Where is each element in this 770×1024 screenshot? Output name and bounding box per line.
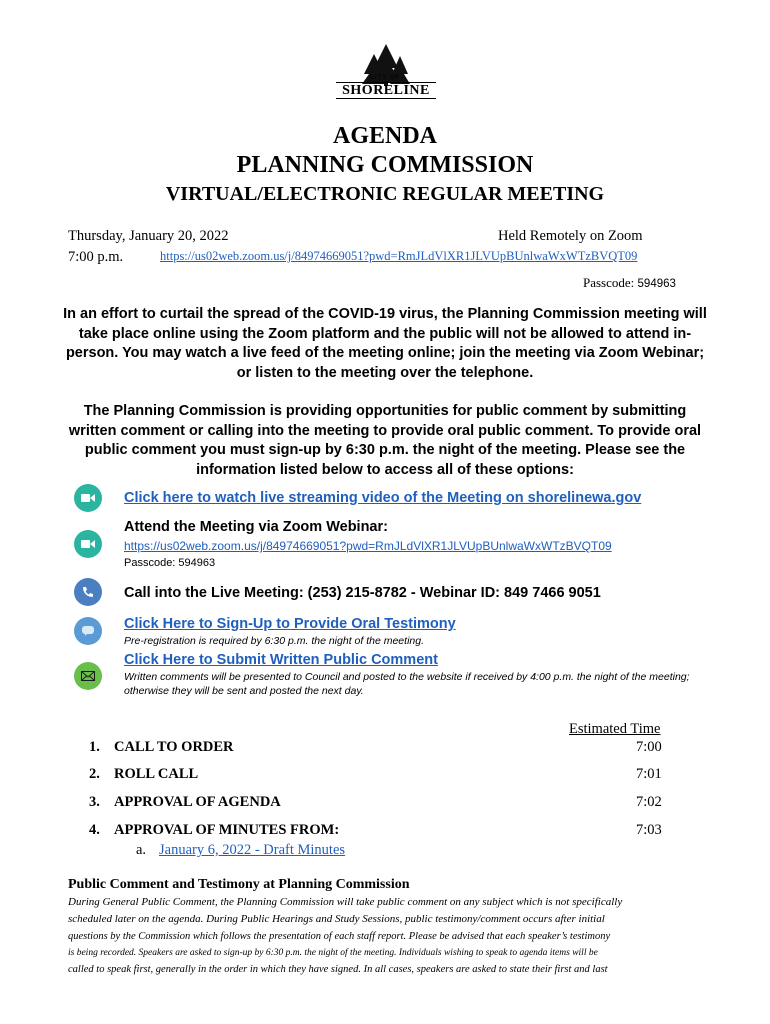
agenda-item-4-label: APPROVAL OF MINUTES FROM: [114, 822, 340, 838]
passcode [583, 275, 676, 291]
phone-info: Call into the Live Meeting: (253) 215-8782 - Webinar ID: 849 7466 9051 [124, 585, 601, 601]
intro-paragraph: In an effort to curtail the spread of the COVID-19 virus, the Planning Commission meeting will take place online using the Zoom platform and the public will not be allowed to attend in-person. You may watch a live feed of the meeting online; join the meeting via Zoom Webinar; or listen to the meeting over the telephone. [63, 306, 707, 381]
public-comment-line-3: questions by the Commission which follows the presentation of each staff report. Please be advised that each speaker’s testimony [68, 931, 611, 942]
chat-icon[interactable] [74, 617, 102, 645]
logo-city-of: CITY OF [369, 75, 401, 81]
passcode-label: Passcode: [583, 275, 635, 290]
public-comment-line-5: called to speak first, generally in the order in which they have signed. In all cases, speakers are asked to state their first and last [68, 964, 608, 975]
public-comment-line-4: is being recorded. Speakers are asked to sign-up by 6:30 p.m. the night of the meeting. Individuals wishing to speak to agenda items will be [68, 948, 598, 958]
meeting-time: 7:00 p.m. [68, 249, 124, 265]
zoom-webinar-link[interactable]: https://us02web.zoom.us/j/84974669051?pwd=RmJLdVlXR1JLVUpBUnlwaWxWTzBVQT09 [124, 539, 612, 553]
meeting-date: Thursday, January 20, 2022 [68, 228, 229, 244]
agenda-item-3-num: 3. [89, 794, 100, 810]
agenda-item-4-num: 4. [89, 822, 100, 838]
agenda-item-1-label: CALL TO ORDER [114, 739, 234, 755]
meeting-location: Held Remotely on Zoom [498, 228, 643, 244]
passcode-value: 594963 [637, 278, 676, 290]
agenda-item-4-time: 7:03 [636, 822, 662, 838]
public-comment-heading: Public Comment and Testimony at Planning Commission [68, 877, 410, 892]
meeting-type: VIRTUAL/ELECTRONIC REGULAR MEETING [165, 183, 605, 205]
phone-icon[interactable] [74, 578, 102, 606]
agenda-item-1-time: 7:00 [636, 739, 662, 755]
logo-name: SHORELINE [336, 82, 436, 99]
estimated-time-header: Estimated Time [569, 721, 661, 737]
agenda-item-2-time: 7:01 [636, 766, 662, 782]
video-icon[interactable] [74, 530, 102, 558]
comment-paragraph: The Planning Commission is providing opportunities for public comment by submitting written comment or calling into the meeting to provide oral public comment. To provide oral public comment you must sign-up by 6:30 p.m. the night of the meeting. Please see the information listed below to access all of these options: [68, 403, 702, 478]
written-comment-link[interactable]: Click Here to Submit Written Public Comment [124, 652, 438, 668]
agenda-item-2-label: ROLL CALL [114, 766, 199, 782]
signup-note: Pre-registration is required by 6:30 p.m. the night of the meeting. [124, 635, 424, 647]
written-note: Written comments will be presented to Council and posted to the website if received by 4:00 p.m. the night of the meeting; otherwise they will be sent and posted the next day. [124, 671, 690, 697]
agenda-item-1-num: 1. [89, 739, 100, 755]
agenda-item-2-num: 2. [89, 766, 100, 782]
stream-link[interactable]: Click here to watch live streaming video of the Meeting on shorelinewa.gov [124, 490, 642, 506]
zoom-link[interactable]: https://us02web.zoom.us/j/84974669051?pwd=RmJLdVlXR1JLVUpBUnlwaWxWTzBVQT09 [160, 249, 638, 263]
page-title: AGENDA [332, 123, 437, 149]
envelope-icon[interactable] [74, 662, 102, 690]
public-comment-line-1: During General Public Comment, the Planning Commission will take public comment on any subject which is not specifically [68, 896, 623, 908]
signup-link[interactable]: Click Here to Sign-Up to Provide Oral Testimony [124, 616, 456, 632]
agenda-item-3-time: 7:02 [636, 794, 662, 810]
agenda-item-3-label: APPROVAL OF AGENDA [114, 794, 281, 810]
zoom-heading: Attend the Meeting via Zoom Webinar: [124, 519, 388, 535]
zoom-passcode: Passcode: 594963 [124, 557, 216, 569]
public-comment-line-2: scheduled later on the agenda. During Public Hearings and Study Sessions, public testimony/comment occurs after initial [68, 913, 605, 925]
draft-minutes-link[interactable]: January 6, 2022 - Draft Minutes [159, 842, 346, 858]
agenda-subitem-letter: a. [136, 842, 147, 858]
video-icon[interactable] [74, 484, 102, 512]
page-subtitle: PLANNING COMMISSION [236, 152, 534, 178]
